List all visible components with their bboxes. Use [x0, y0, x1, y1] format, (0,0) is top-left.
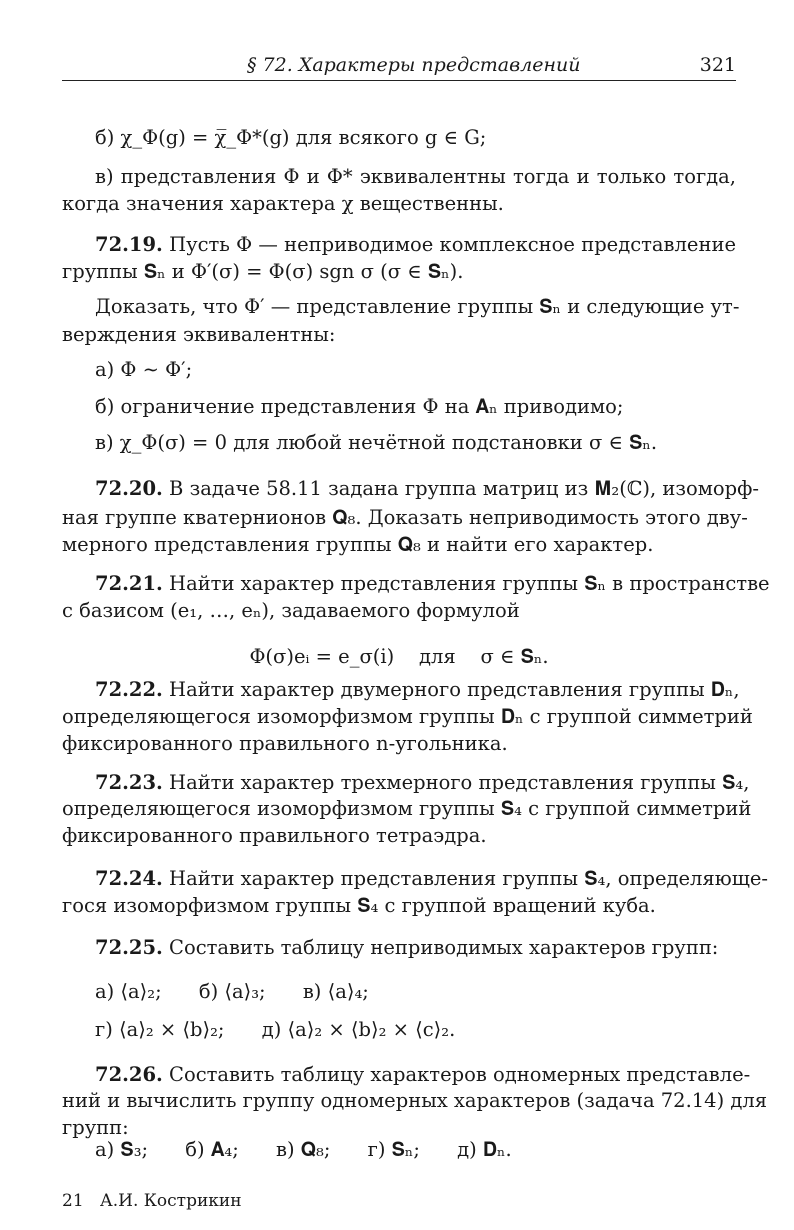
- text-line: б) χ_Φ(g) = χ̅_Φ*(g) для всякого g ∈ G;: [95, 126, 487, 149]
- problem-number: 72.25.: [95, 936, 163, 959]
- page-number: 321: [699, 54, 736, 76]
- running-header: [62, 54, 736, 80]
- text-line: а) Φ ∼ Φ′;: [95, 358, 193, 381]
- problem-number: 72.19.: [95, 233, 163, 256]
- problem-number: 72.21.: [95, 572, 163, 595]
- text-line: определяющегося изоморфизмом группы 𝐒₄ с группой симметрий: [62, 797, 752, 820]
- text-line: б) ограничение представления Φ на 𝐀ₙ приводимо;: [95, 395, 624, 418]
- text-line: а) ⟨a⟩₂; б) ⟨a⟩₃; в) ⟨a⟩₄;: [95, 980, 369, 1003]
- text-line: ная группе кватернионов 𝐐₈. Доказать неприводимость этого дву-: [62, 506, 748, 529]
- formula: Φ(σ)eᵢ = e_σ(i) для σ ∈ 𝐒ₙ.: [249, 645, 549, 668]
- text-line: групп:: [62, 1116, 129, 1139]
- text-line: г) ⟨a⟩₂ × ⟨b⟩₂; д) ⟨a⟩₂ × ⟨b⟩₂ × ⟨c⟩₂.: [95, 1018, 456, 1041]
- problem-72-26: 72.26. Составить таблицу характеров одномерных представле-: [95, 1063, 751, 1086]
- problem-72-20: 72.20. В задаче 58.11 задана группа матриц из 𝐌₂(ℂ), изоморф-: [95, 477, 759, 500]
- text-line: гося изоморфизмом группы 𝐒₄ с группой вращений куба.: [62, 894, 656, 917]
- problem-number: 72.24.: [95, 867, 163, 890]
- section-title: § 72. Характеры представлений: [247, 54, 581, 76]
- problem-number: 72.20.: [95, 477, 163, 500]
- text-line: с базисом (e₁, …, eₙ), задаваемого формулой: [62, 599, 520, 622]
- text-line: верждения эквивалентны:: [62, 323, 336, 346]
- text-line: а) 𝐒₃; б) 𝐀₄; в) 𝐐₈; г) 𝐒ₙ; д) 𝐃ₙ.: [95, 1138, 512, 1161]
- problem-72-21: 72.21. Найти характер представления группы 𝐒ₙ в пространстве: [95, 572, 770, 595]
- problem-number: 72.23.: [95, 771, 163, 794]
- text-line: ний и вычислить группу одномерных характеров (задача 72.14) для: [62, 1089, 768, 1112]
- text-line: группы 𝐒ₙ и Φ′(σ) = Φ(σ) sgn σ (σ ∈ 𝐒ₙ).: [62, 260, 464, 283]
- problem-72-23: 72.23. Найти характер трехмерного представления группы 𝐒₄,: [95, 771, 750, 794]
- text-line: определяющегося изоморфизмом группы 𝐃ₙ с группой симметрий: [62, 705, 753, 728]
- text-line: фиксированного правильного n-угольника.: [62, 732, 508, 755]
- footer-signature: 21 А.И. Кострикин: [62, 1191, 242, 1211]
- problem-number: 72.26.: [95, 1063, 163, 1086]
- problem-number: 72.22.: [95, 678, 163, 701]
- problem-72-25: 72.25. Составить таблицу неприводимых характеров групп:: [95, 936, 719, 959]
- text-line: когда значения характера χ вещественны.: [62, 192, 504, 215]
- text-line: фиксированного правильного тетраэдра.: [62, 824, 487, 847]
- problem-72-22: 72.22. Найти характер двумерного представления группы 𝐃ₙ,: [95, 678, 740, 701]
- header-rule: [62, 80, 736, 81]
- text-line: мерного представления группы 𝐐₈ и найти его характер.: [62, 533, 654, 556]
- problem-72-24: 72.24. Найти характер представления группы 𝐒₄, определяюще-: [95, 867, 768, 890]
- problem-72-19: 72.19. Пусть Φ — неприводимое комплексное представление: [95, 233, 736, 256]
- text-line: Доказать, что Φ′ — представление группы 𝐒ₙ и следующие ут-: [95, 295, 740, 318]
- text-line: в) χ_Φ(σ) = 0 для любой нечётной подстановки σ ∈ 𝐒ₙ.: [95, 431, 658, 454]
- text-line: в) представления Φ и Φ* эквивалентны тогда и только тогда,: [95, 165, 736, 188]
